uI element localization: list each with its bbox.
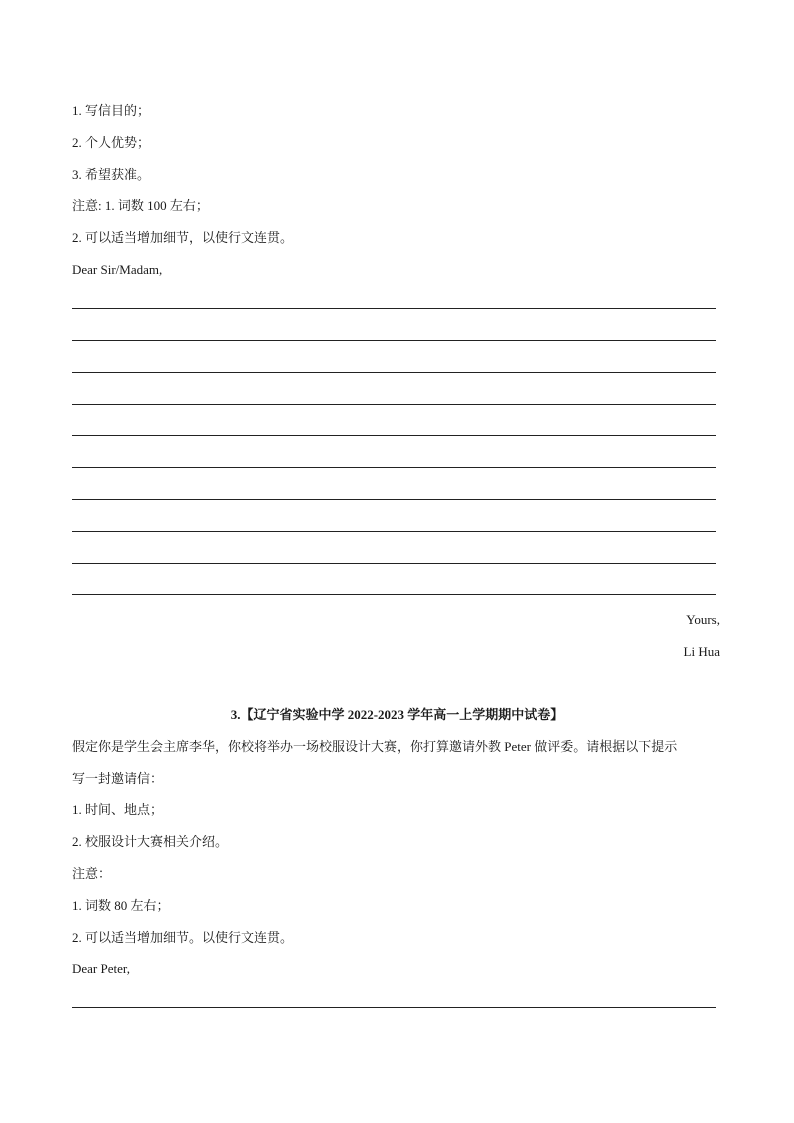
requirement-item-3: 3. 希望获准。 — [72, 167, 151, 182]
note-details: 2. 可以适当增加细节。以使行文连贯。 — [72, 930, 294, 945]
answer-line — [72, 594, 716, 595]
requirement-item-1: 1. 写信目的； — [72, 103, 151, 118]
answer-line — [72, 404, 716, 405]
requirement-item-2: 2. 个人优势； — [72, 135, 151, 150]
letter-signature: Li Hua — [683, 644, 720, 659]
note-word-count: 注意: 1. 词数 100 左右； — [72, 198, 209, 213]
answer-line — [72, 1007, 716, 1008]
answer-line — [72, 340, 716, 341]
requirement-item-1: 1. 时间、地点； — [72, 802, 164, 817]
note-details: 2. 可以适当增加细节，以使行文连贯。 — [72, 230, 294, 245]
note-word-count: 1. 词数 80 左右； — [72, 898, 170, 913]
answer-line — [72, 499, 716, 500]
answer-line — [72, 563, 716, 564]
letter-closing: Yours, — [686, 612, 720, 627]
letter-salutation: Dear Sir/Madam, — [72, 262, 163, 277]
requirement-item-2: 2. 校服设计大赛相关介绍。 — [72, 834, 229, 849]
answer-line — [72, 435, 716, 436]
answer-line — [72, 467, 716, 468]
prompt-text: 写一封邀请信： — [72, 771, 164, 786]
letter-salutation: Dear Peter, — [72, 961, 130, 976]
answer-line — [72, 308, 716, 309]
prompt-text: 假定你是学生会主席李华，你校将举办一场校服设计大赛，你打算邀请外教 Peter 做评委。请根据以下提示 — [72, 739, 678, 754]
answer-line — [72, 372, 716, 373]
answer-line — [72, 531, 716, 532]
question-heading: 3.【辽宁省实验中学 2022-2023 学年高一上学期期中试卷】 — [230, 707, 564, 722]
note-label: 注意： — [72, 866, 112, 881]
